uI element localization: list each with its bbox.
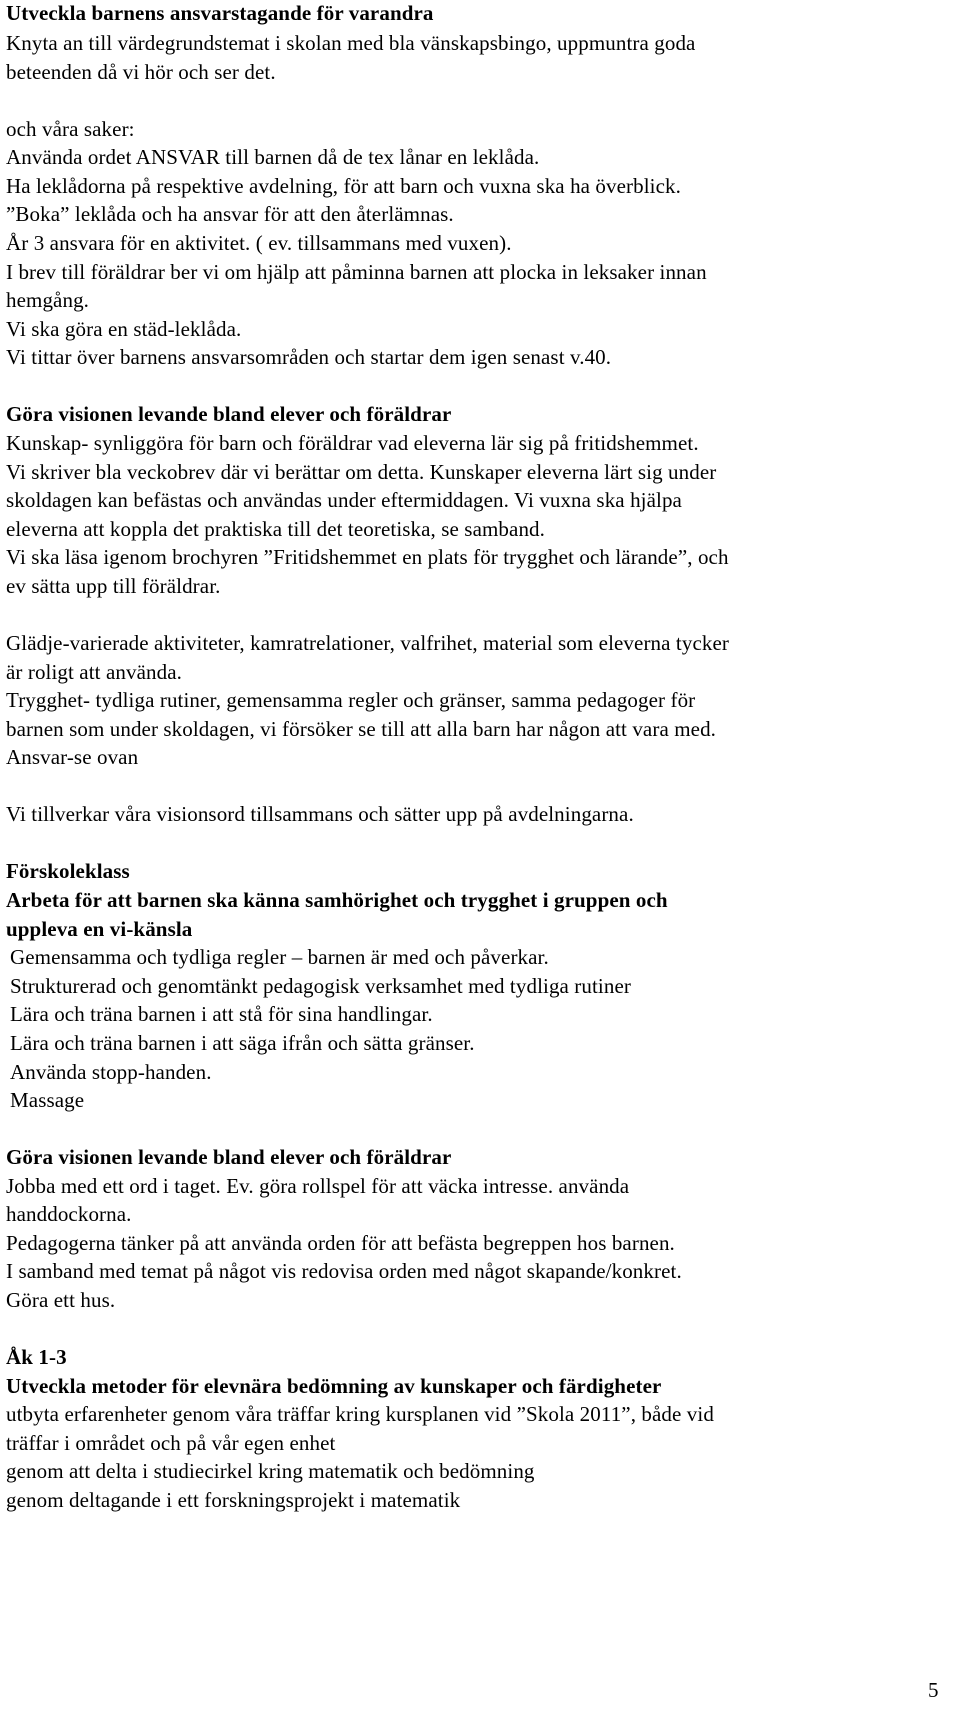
body-text: Använda ordet ANSVAR till barnen då de tex lånar en leklåda. — [6, 145, 540, 169]
body-text: År 3 ansvara för en aktivitet. ( ev. tillsammans med vuxen). — [6, 231, 512, 255]
body-text: och våra saker: — [6, 117, 135, 141]
section-subheading: Arbeta för att barnen ska känna samhörighet och trygghet i gruppen och — [6, 888, 668, 912]
body-text: handdockorna. — [6, 1202, 132, 1226]
body-text: Vi ska läsa igenom brochyren ”Fritidshemmet en plats för trygghet och lärande”, och — [6, 545, 729, 569]
body-text: Göra ett hus. — [6, 1288, 116, 1312]
section-heading: Göra visionen levande bland elever och föräldrar — [6, 1145, 452, 1169]
section-heading: Utveckla barnens ansvarstagande för varandra — [6, 1, 434, 25]
body-text: Ha leklådorna på respektive avdelning, för att barn och vuxna ska ha överblick. — [6, 174, 681, 198]
body-text: barnen som under skoldagen, vi försöker se till att alla barn har någon att vara med. — [6, 717, 717, 741]
body-text: Pedagogerna tänker på att använda orden för att befästa begreppen hos barnen. — [6, 1231, 675, 1255]
body-text: Massage — [10, 1088, 85, 1112]
body-text: Lära och träna barnen i att säga ifrån och sätta gränser. — [10, 1031, 475, 1055]
body-text: genom deltagande i ett forskningsprojekt i matematik — [6, 1488, 461, 1512]
body-text: är roligt att använda. — [6, 660, 182, 684]
body-text: ev sätta upp till föräldrar. — [6, 574, 221, 598]
body-text: träffar i området och på vår egen enhet — [6, 1431, 336, 1455]
section-heading: Åk 1-3 — [6, 1345, 67, 1369]
page-number: 5 — [928, 1678, 939, 1702]
body-text: I samband med temat på något vis redovisa orden med något skapande/konkret. — [6, 1259, 682, 1283]
body-text: eleverna att koppla det praktiska till det teoretiska, se samband. — [6, 517, 546, 541]
body-text: skoldagen kan befästas och användas under eftermiddagen. Vi vuxna ska hjälpa — [6, 488, 682, 512]
body-text: Vi skriver bla veckobrev där vi berättar om detta. Kunskaper eleverna lärt sig under — [6, 460, 717, 484]
body-text: hemgång. — [6, 288, 90, 312]
section-heading: Göra visionen levande bland elever och föräldrar — [6, 402, 452, 426]
body-text: I brev till föräldrar ber vi om hjälp att påminna barnen att plocka in leksaker innan — [6, 260, 707, 284]
body-text: Kunskap- synliggöra för barn och föräldrar vad eleverna lär sig på fritidshemmet. — [6, 431, 699, 455]
body-text: Vi tittar över barnens ansvarsområden och startar dem igen senast v.40. — [6, 345, 612, 369]
body-text: Använda stopp-handen. — [10, 1060, 212, 1084]
body-text: ”Boka” leklåda och ha ansvar för att den återlämnas. — [6, 202, 454, 226]
body-text: Glädje-varierade aktiviteter, kamratrelationer, valfrihet, material som eleverna tycker — [6, 631, 729, 655]
body-text: beteenden då vi hör och ser det. — [6, 60, 276, 84]
body-text: genom att delta i studiecirkel kring matematik och bedömning — [6, 1459, 535, 1483]
section-heading: Förskoleklass — [6, 859, 130, 883]
section-subheading: Utveckla metoder för elevnära bedömning av kunskaper och färdigheter — [6, 1374, 662, 1398]
body-text: Vi tillverkar våra visionsord tillsammans och sätter upp på avdelningarna. — [6, 802, 634, 826]
body-text: Vi ska göra en städ-leklåda. — [6, 317, 242, 341]
body-text: utbyta erfarenheter genom våra träffar kring kursplanen vid ”Skola 2011”, både vid — [6, 1402, 714, 1426]
body-text: Strukturerad och genomtänkt pedagogisk verksamhet med tydliga rutiner — [10, 974, 631, 998]
body-text: Ansvar-se ovan — [6, 745, 139, 769]
body-text: Jobba med ett ord i taget. Ev. göra rollspel för att väcka intresse. använda — [6, 1174, 630, 1198]
body-text: Gemensamma och tydliga regler – barnen är med och påverkar. — [10, 945, 549, 969]
body-text: Knyta an till värdegrundstemat i skolan med bla vänskapsbingo, uppmuntra goda — [6, 31, 696, 55]
body-text: Trygghet- tydliga rutiner, gemensamma regler och gränser, samma pedagoger för — [6, 688, 696, 712]
section-subheading: uppleva en vi-känsla — [6, 917, 193, 941]
body-text: Lära och träna barnen i att stå för sina handlingar. — [10, 1002, 433, 1026]
